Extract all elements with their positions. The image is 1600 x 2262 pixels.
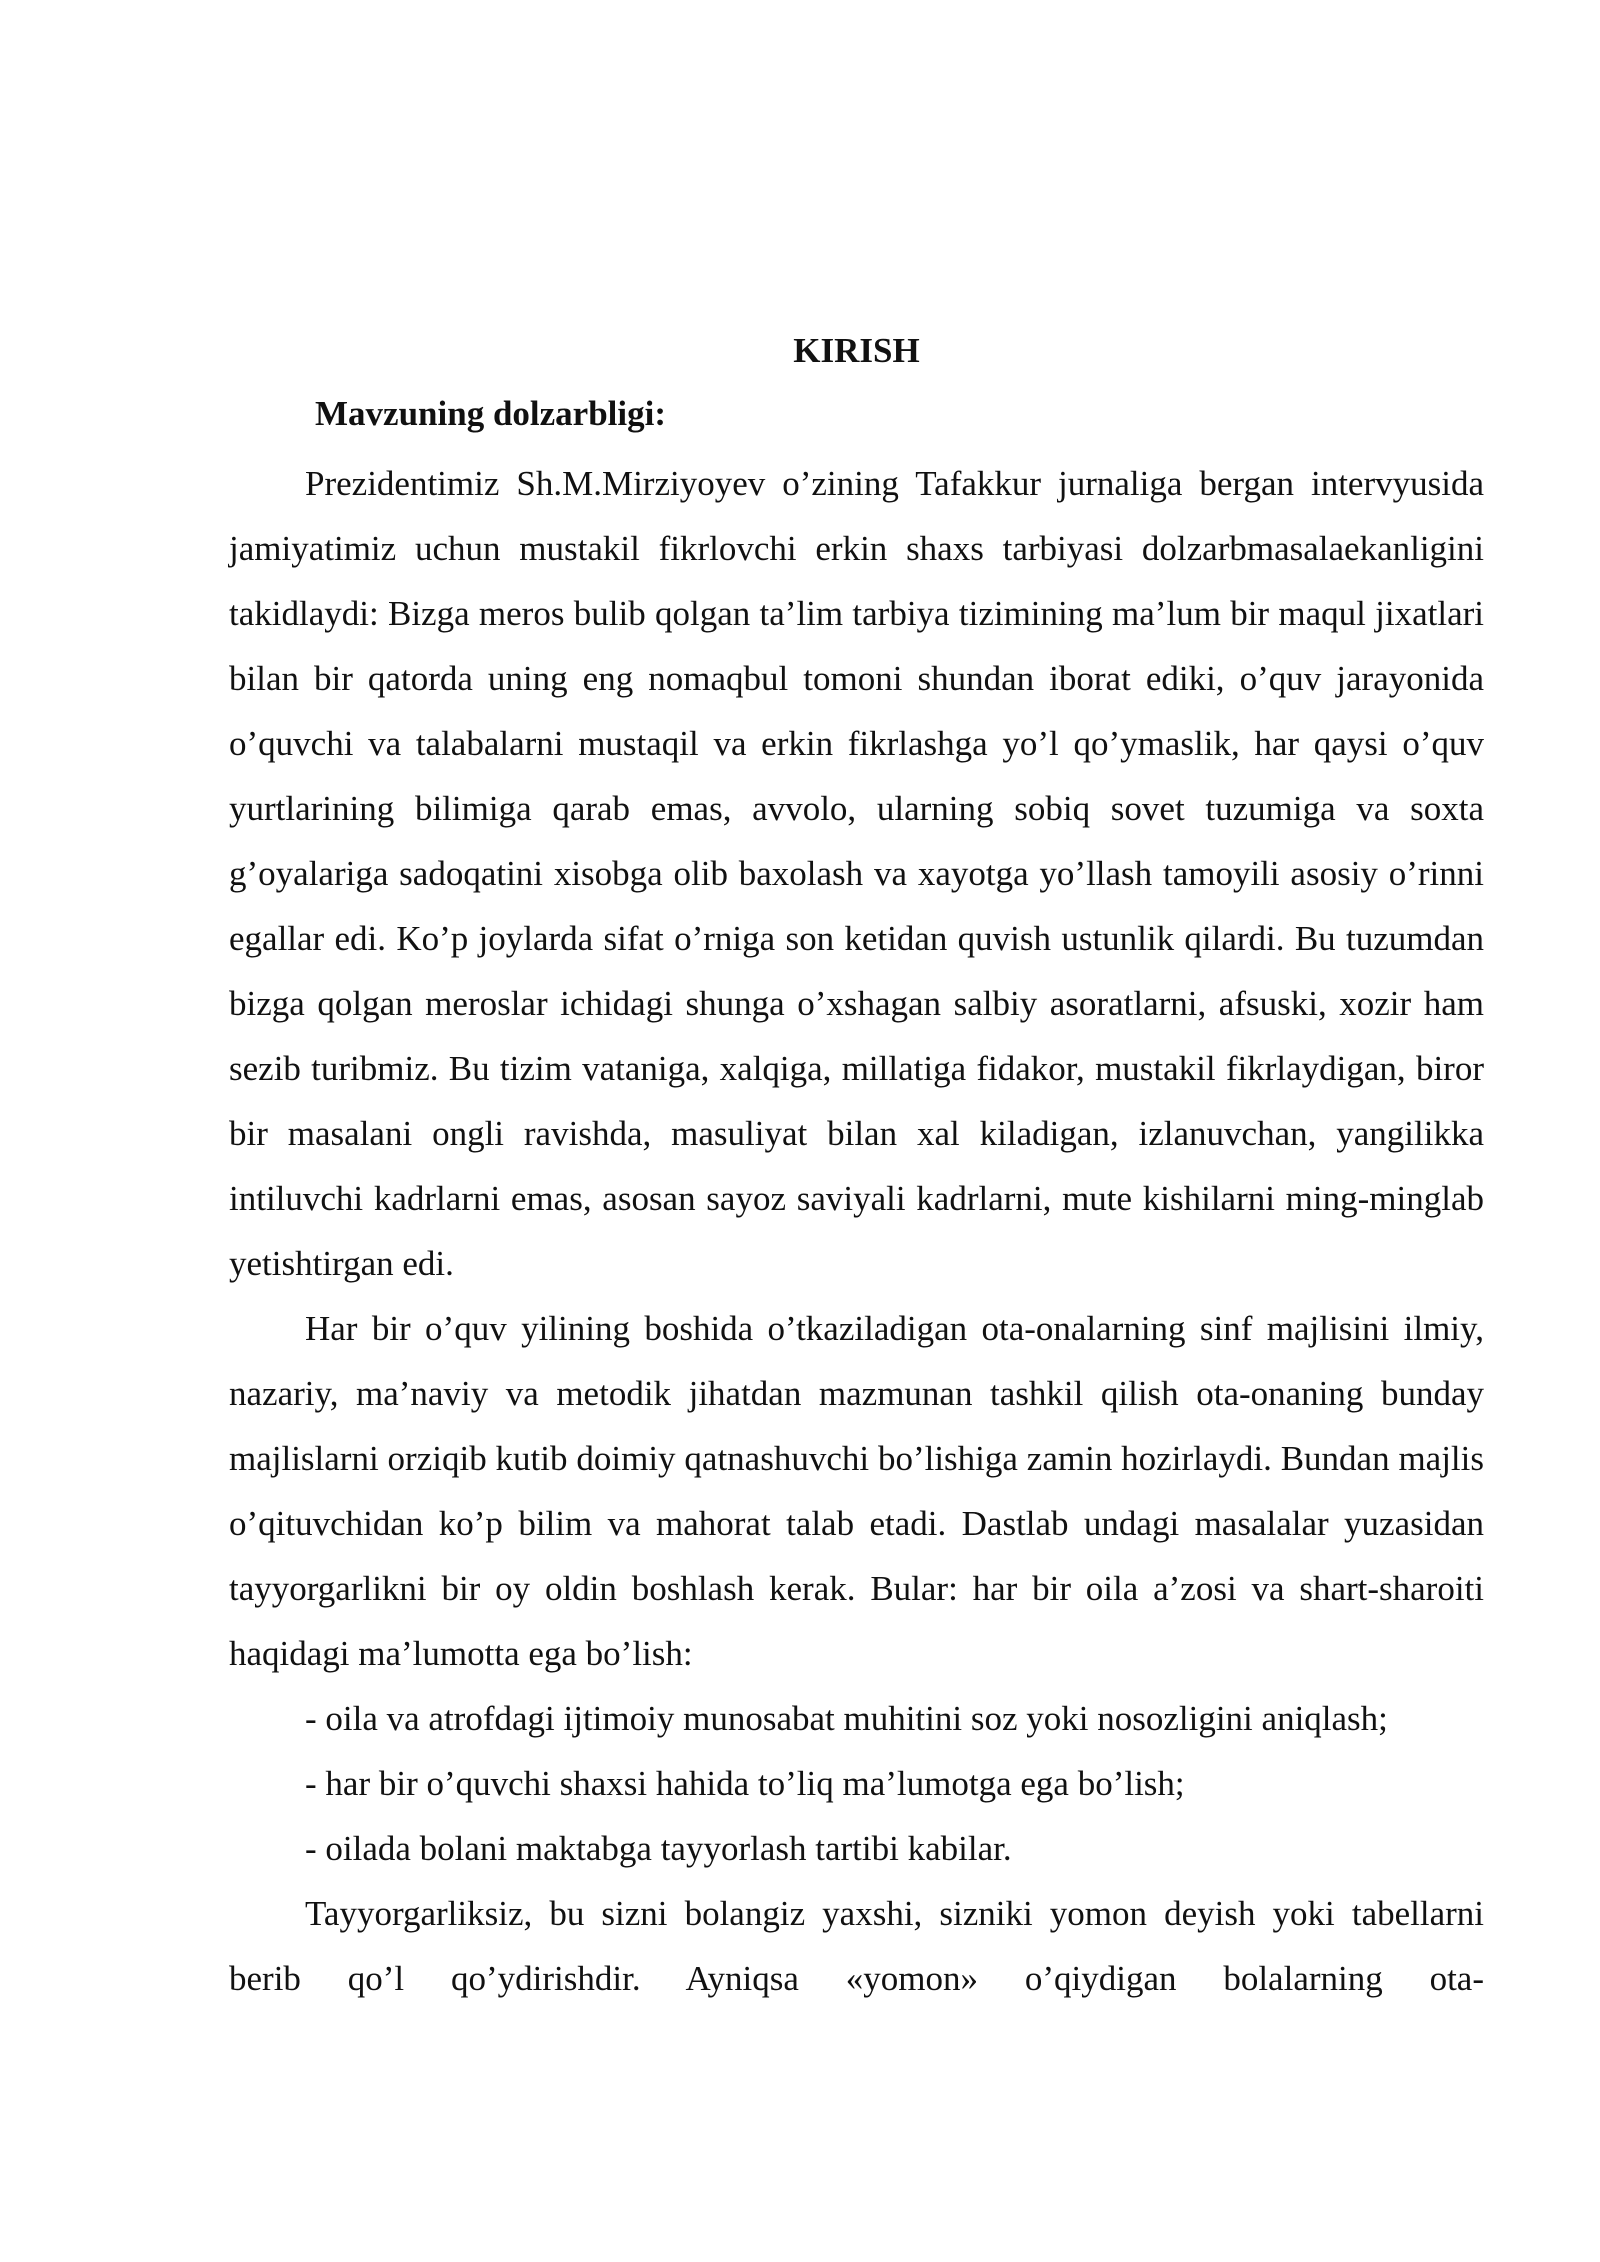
page-title: KIRISH bbox=[793, 331, 920, 370]
paragraph-3: Tayyorgarliksiz, bu sizni bolangiz yaxshi, sizniki yomon deyish yoki tabellarni berib qo’l qo’ydirishdir. Ayniqsa «yomon» o’qiydigan bolalarning ota- bbox=[229, 1894, 1484, 1998]
section-subtitle: Mavzuning dolzarbligi: bbox=[315, 394, 666, 433]
document-body bbox=[229, 326, 1484, 2011]
list-item: - oila va atrofdagi ijtimoiy munosabat muhitini soz yoki nosozligini aniqlash; bbox=[305, 1699, 1388, 1738]
paragraph-1: Prezidentimiz Sh.M.Mirziyoyev o’zining Tafakkur jurnaliga bergan intervyusida jamiyatimiz uchun mustakil fikrlovchi erkin shaxs tarbiyasi dolzarbmasalaekanligini takidlaydi: Bizga meros bulib qolgan ta’lim tarbiya tizimining ma’lum bir maqul jixatlari bilan bir qatorda uning eng nomaqbul tomoni shundan iborat ediki, o’quv jarayonida o’quvchi va talabalarni mustaqil va erkin fikrlashga yo’l qo’ymaslik, har qaysi o’quv yurtlarining bilimiga qarab emas, avvolo, ularning sobiq sovet tuzumiga va soxta g’oyalariga sadoqatini xisobga olib baxolash va xayotga yo’llash tamoyili asosiy o’rinni egallar edi. Ko’p joylarda sifat o’rniga son ketidan quvish ustunlik qilardi. Bu tuzumdan bizga qolgan meroslar ichidagi shunga o’xshagan salbiy asoratlarni, afsuski, xozir ham sezib turibmiz. Bu tizim vataniga, xalqiga, millatiga fidakor, mustakil fikrlaydigan, biror bir masalani ongli ravishda, masuliyat bilan xal kiladigan, izlanuvchan, yangilikka intiluvchi kadrlarni emas, asosan sayoz saviyali kadrlarni, mute kishilarni ming-minglab yetishtirgan edi. bbox=[229, 464, 1484, 1283]
list-item: - oilada bolani maktabga tayyorlash tartibi kabilar. bbox=[305, 1829, 1012, 1868]
paragraph-2: Har bir o’quv yilining boshida o’tkaziladigan ota-onalarning sinf majlisini ilmiy, nazariy, ma’naviy va metodik jihatdan mazmunan tashkil qilish ota-onaning bunday majlislarni orziqib kutib doimiy qatnashuvchi bo’lishiga zamin hozirlaydi. Bundan majlis o’qituvchidan ko’p bilim va mahorat talab etadi. Dastlab undagi masalalar yuzasidan tayyorgarlikni bir oy oldin boshlash kerak. Bular: har bir oila a’zosi va shart-sharoiti haqidagi ma’lumotta ega bo’lish: bbox=[229, 1309, 1484, 1673]
list-item: - har bir o’quvchi shaxsi hahida to’liq ma’lumotga ega bo’lish; bbox=[305, 1764, 1185, 1803]
